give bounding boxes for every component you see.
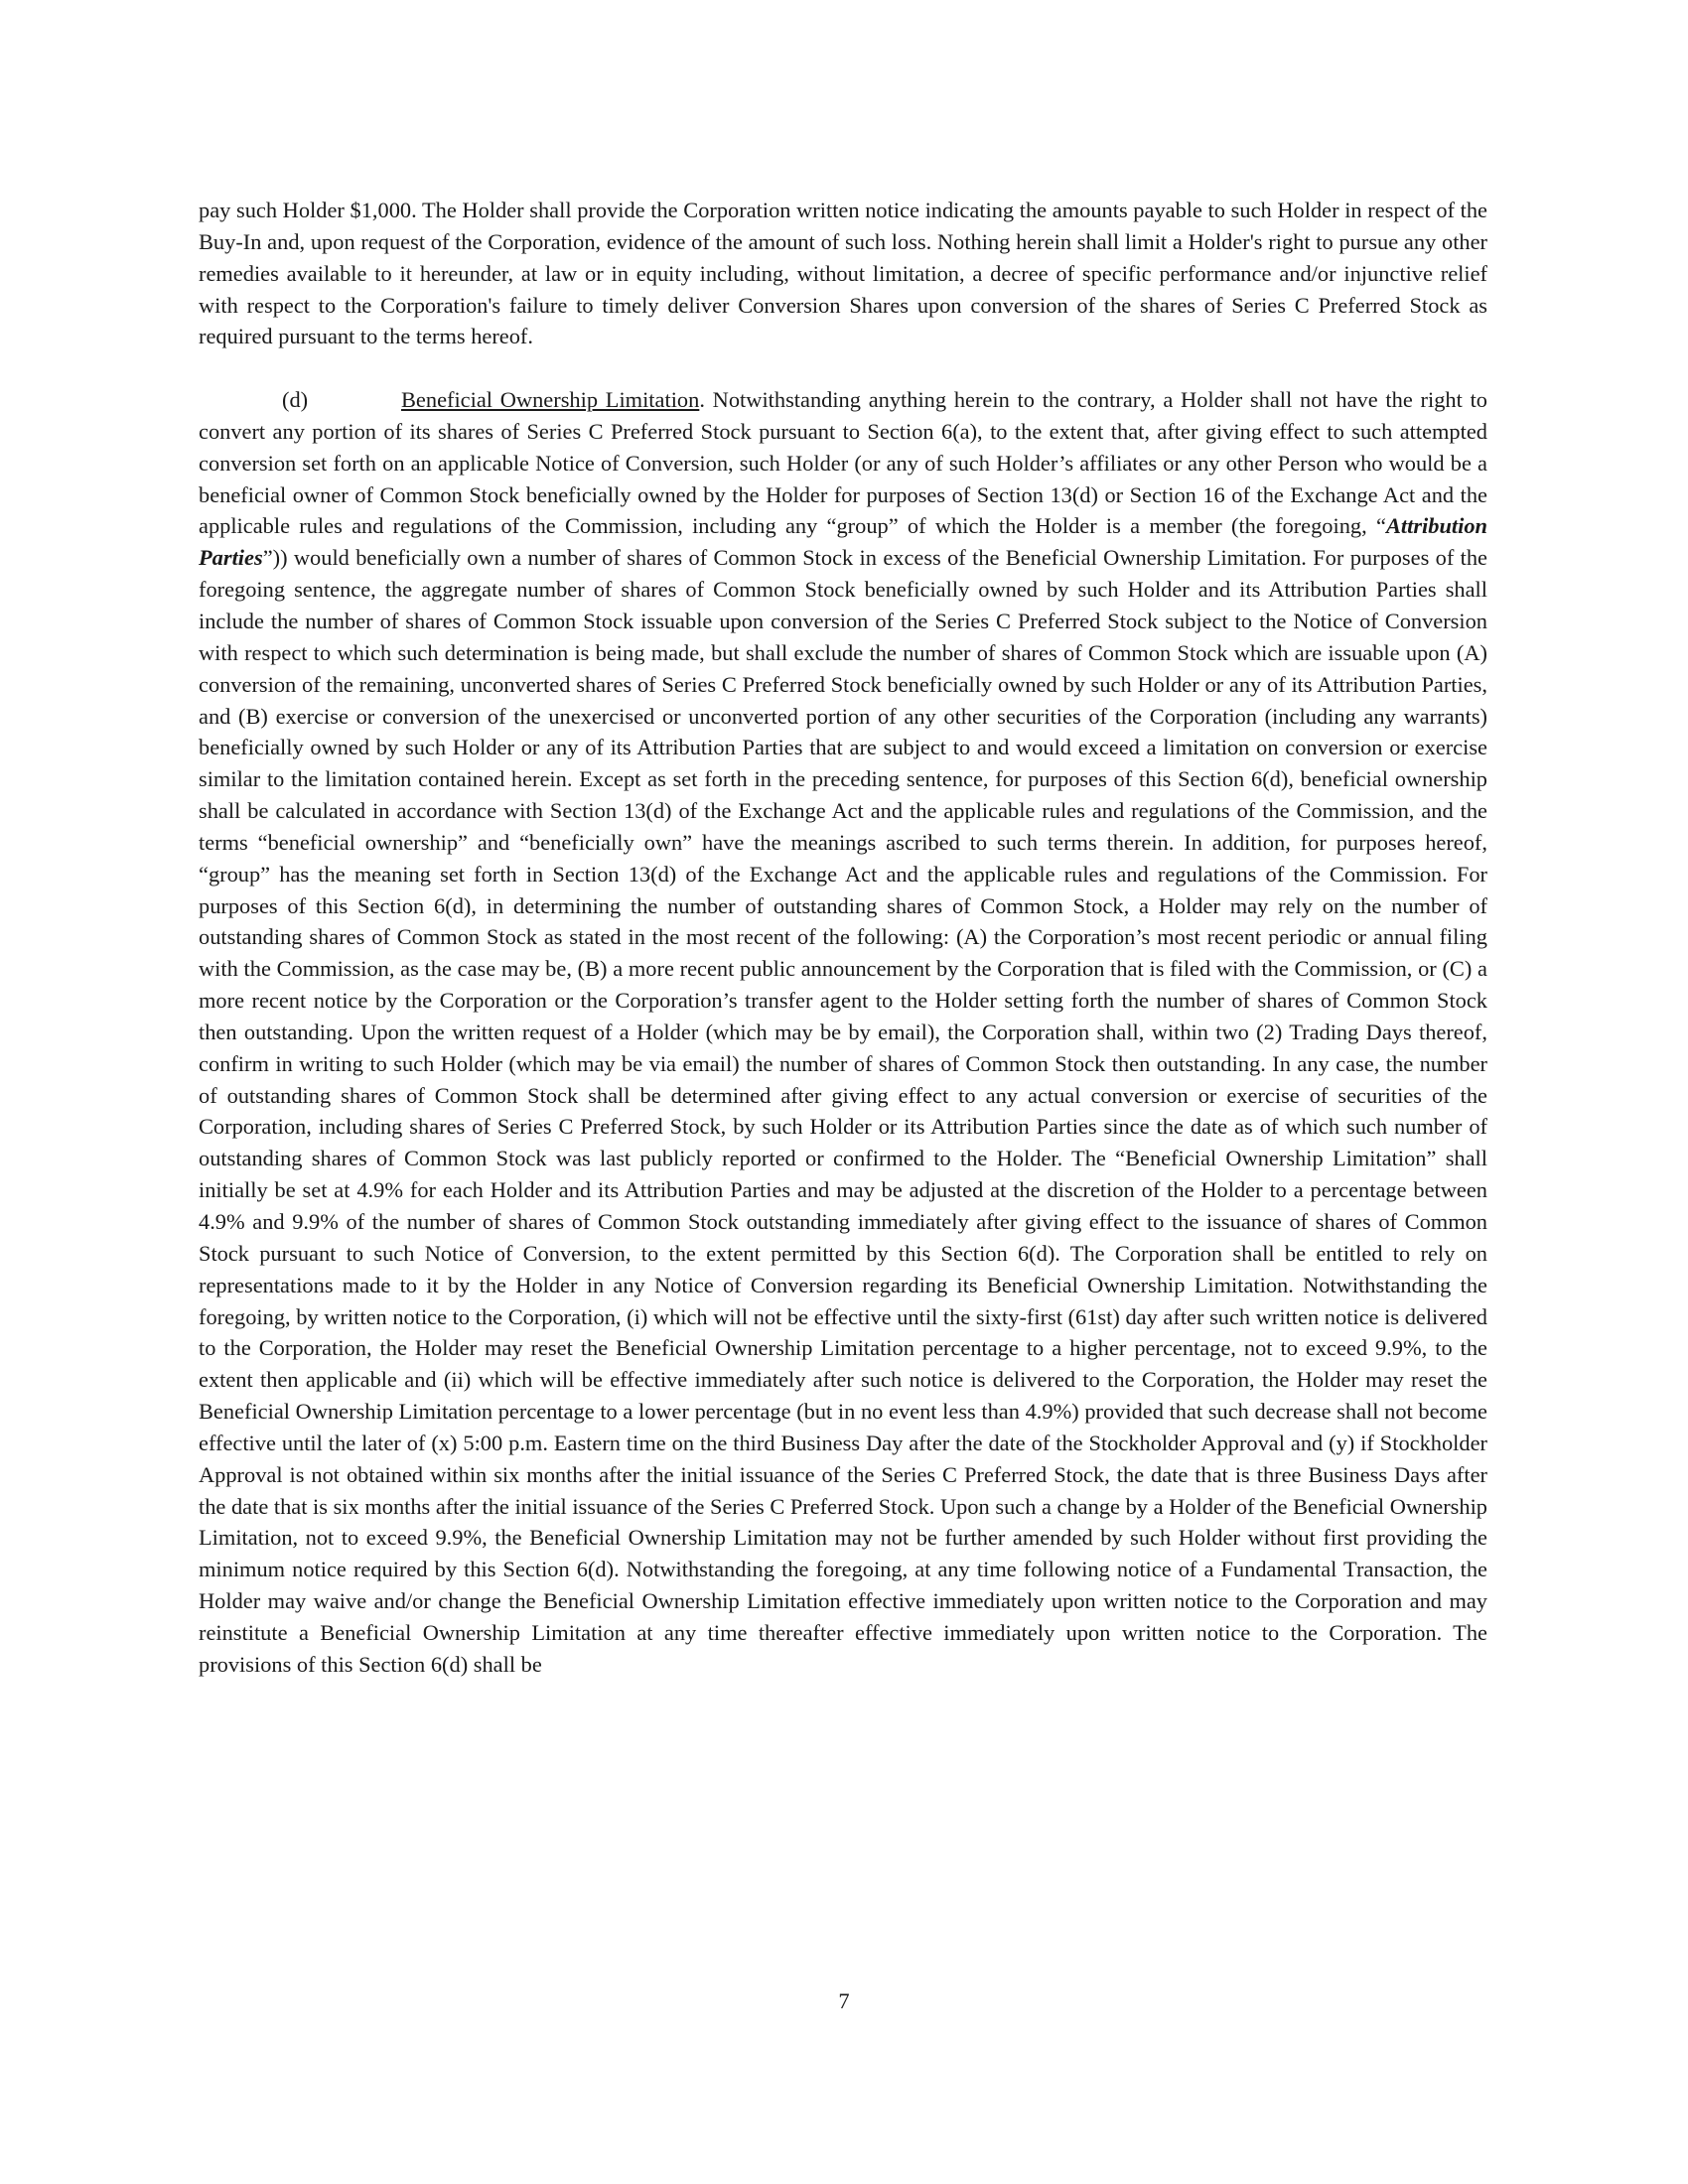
section-d-heading: Beneficial Ownership Limitation xyxy=(401,387,700,413)
section-d-heading-punct: . xyxy=(699,387,705,413)
document-page xyxy=(199,195,1487,1681)
section-d-text-part2: ”)) would beneficially own a number of shares of Common Stock in excess of the Beneficial Ownership Limitation. For purposes of the foregoing sentence, the aggregate number of shares of Common Stock beneficially owned by such Holder and its Attribution Parties shall include the number of shares of Common Stock issuable upon conversion of the Series C Preferred Stock subject to the Notice of Conversion with respect to which such determination is being made, but shall exclude the number of shares of Common Stock which are issuable upon (A) conversion of the remaining, unconverted shares of Series C Preferred Stock beneficially owned by such Holder or any of its Attribution Parties, and (B) exercise or conversion of the unexercised or unconverted portion of any other securities of the Corporation (including any warrants) beneficially owned by such Holder or any of its Attribution Parties that are subject to and would exceed a limitation on conversion or exercise similar to the limitation contained herein. Except as set forth in the preceding sentence, for purposes of this Section 6(d), beneficial ownership shall be calculated in accordance with Section 13(d) of the Exchange Act and the applicable rules and regulations of the Commission, and the terms “beneficial ownership” and “beneficially own” have the meanings ascribed to such terms therein. In addition, for purposes hereof, “group” has the meaning set forth in Section 13(d) of the Exchange Act and the applicable rules and regulations of the Commission. For purposes of this Section 6(d), in determining the number of outstanding shares of Common Stock, a Holder may rely on the number of outstanding shares of Common Stock as stated in the most recent of the following: (A) the Corporation’s most recent periodic or annual filing with the Commission, as the case may be, (B) a more recent public announcement by the Corporation that is filed with the Commission, or (C) a more recent notice by the Corporation or the Corporation’s transfer agent to the Holder setting forth the number of shares of Common Stock then outstanding. Upon the written request of a Holder (which may be by email), the Corporation shall, within two (2) Trading Days thereof, confirm in writing to such Holder (which may be via email) the number of shares of Common Stock then outstanding. In any case, the number of outstanding shares of Common Stock shall be determined after giving effect to any actual conversion or exercise of securities of the Corporation, including shares of Series C Preferred Stock, by such Holder or its Attribution Parties since the date as of which such number of outstanding shares of Common Stock was last publicly reported or confirmed to the Holder. The “Beneficial Ownership Limitation” shall initially be set at 4.9% for each Holder and its Attribution Parties and may be adjusted at the discretion of the Holder to a percentage between 4.9% and 9.9% of the number of shares of Common Stock outstanding immediately after giving effect to the issuance of shares of Common Stock pursuant to such Notice of Conversion, to the extent permitted by this Section 6(d). The Corporation shall be entitled to rely on representations made to it by the Holder in any Notice of Conversion regarding its Beneficial Ownership Limitation. Notwithstanding the foregoing, by written notice to the Corporation, (i) which will not be effective until the sixty-first (61st) day after such written notice is delivered to the Corporation, the Holder may reset the Beneficial Ownership Limitation percentage to a higher percentage, not to exceed 9.9%, to the extent then applicable and (ii) which will be effective immediately after such notice is delivered to the Corporation, the Holder may reset the Beneficial Ownership Limitation percentage to a lower percentage (but in no event less than 4.9%) provided that such decrease shall not become effective until the later of (x) 5:00 p.m. Eastern time on the third Business Day after the date of the Stockholder Approval and (y) if Stockholder Approval is not obtained within six months after the initial issuance of the Series C Preferred Stock, the date that is three Business Days after the date that is six months after the initial issuance of the Series C Preferred Stock. Upon such a change by a Holder of the Beneficial Ownership Limitation, not to exceed 9.9%, the Beneficial Ownership Limitation may not be further amended by such Holder without first providing the minimum notice required by this Section 6(d). Notwithstanding the foregoing, at any time following notice of a Fundamental Transaction, the Holder may waive and/or change the Beneficial Ownership Limitation effective immediately upon written notice to the Corporation and may reinstitute a Beneficial Ownership Limitation at any time thereafter effective immediately upon written notice to the Corporation. The provisions of this Section 6(d) shall be xyxy=(199,545,1487,1677)
section-d-label: (d) xyxy=(282,387,309,413)
page-number: 7 xyxy=(838,1988,850,2013)
section-d-text-part1: Notwithstanding anything herein to the contrary, a Holder shall not have the right to convert any portion of its shares of Series C Preferred Stock pursuant to Section 6(a), to the extent that, after giving effect to such attempted conversion set forth on an applicable Notice of Conversion, such Holder (or any of such Holder’s affiliates or any other Person who would be a beneficial owner of Common Stock beneficially owned by the Holder for purposes of Section 13(d) or Section 16 of the Exchange Act and the applicable rules and regulations of the Commission, including any “group” of which the Holder is a member (the foregoing, “ xyxy=(199,387,1487,539)
paragraph-buy-in: pay such Holder $1,000. The Holder shall provide the Corporation written notice indicating the amounts payable to such Holder in respect of the Buy-In and, upon request of the Corporation, evidence of the amount of such loss. Nothing herein shall limit a Holder's right to pursue any other remedies available to it hereunder, at law or in equity including, without limitation, a decree of specific performance and/or injunctive relief with respect to the Corporation's failure to timely deliver Conversion Shares upon conversion of the shares of Series C Preferred Stock as required pursuant to the terms hereof. xyxy=(199,198,1487,349)
paragraph-spacer xyxy=(199,352,1487,384)
section-d-paragraph xyxy=(199,384,1487,1681)
defined-term-attribution-parties: Attribution Parties xyxy=(199,513,1487,571)
